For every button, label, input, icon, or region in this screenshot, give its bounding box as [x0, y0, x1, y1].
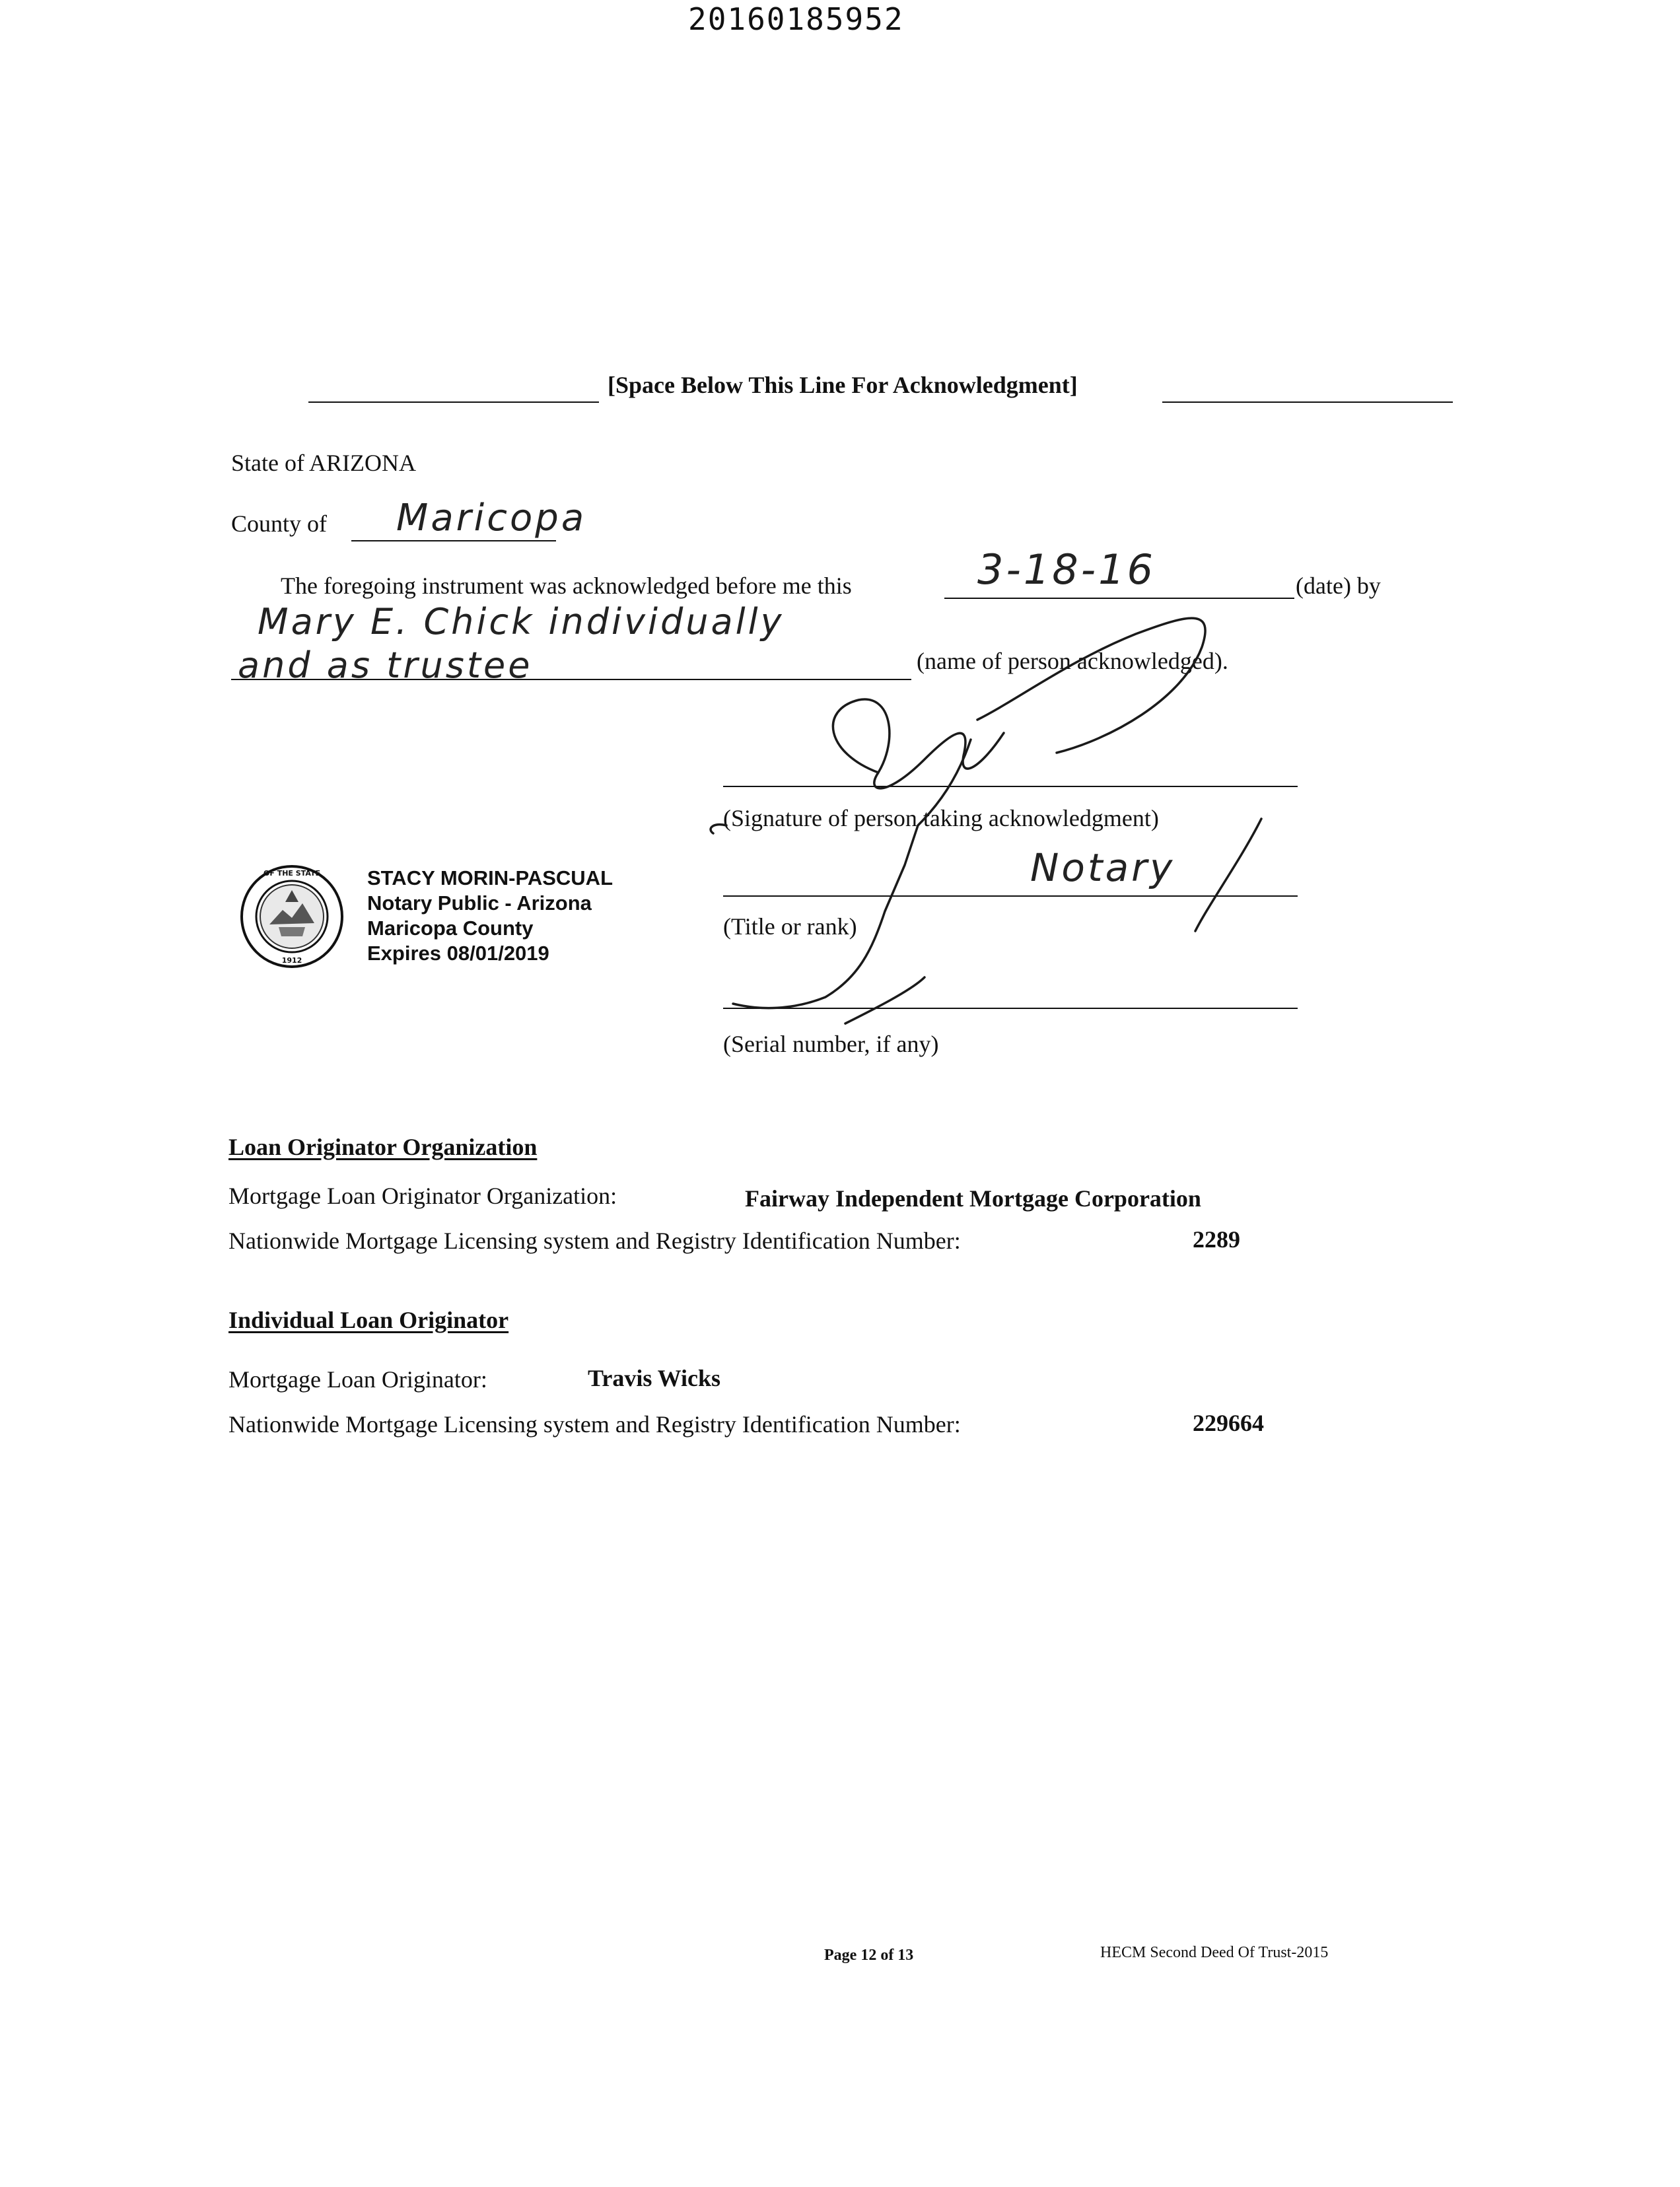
originator-nmls-label: Nationwide Mortgage Licensing system and Registry Identification Number:	[228, 1411, 961, 1438]
form-name: HECM Second Deed Of Trust-2015	[1100, 1944, 1329, 1961]
notary-expires: Expires 08/01/2019	[367, 942, 549, 965]
notary-name: STACY MORIN-PASCUAL	[367, 866, 613, 889]
foregoing-text: The foregoing instrument was acknowledged before me this	[281, 573, 852, 599]
state-line: State of ARIZONA	[231, 450, 416, 476]
svg-text:OF THE STATE: OF THE STATE	[263, 869, 320, 878]
date-handwritten: 3-18-16	[977, 545, 1156, 594]
state-seal-icon	[239, 864, 345, 969]
org-nmls-value: 2289	[1193, 1226, 1240, 1253]
title-label: (Title or rank)	[723, 913, 857, 940]
date-label: (date) by	[1296, 573, 1381, 599]
org-value: Fairway Independent Mortgage Corporation	[745, 1185, 1201, 1212]
page-label: Page 12 of 13	[824, 1947, 914, 1964]
county-label: County of	[231, 510, 328, 537]
originator-nmls-value: 229664	[1193, 1410, 1264, 1436]
document-number: 20160185952	[688, 1, 904, 37]
individual-originator-heading: Individual Loan Originator	[228, 1307, 509, 1333]
notary-county: Maricopa County	[367, 917, 534, 940]
acknowledgment-separator-heading: [Space Below This Line For Acknowledgment]	[608, 372, 1078, 398]
title-handwritten: Notary	[1030, 845, 1175, 890]
person-label: (name of person acknowledged).	[917, 648, 1228, 674]
org-label: Mortgage Loan Originator Organization:	[228, 1183, 617, 1209]
notary-title: Notary Public - Arizona	[367, 891, 592, 915]
person-handwritten-line1: Mary E. Chick individually	[258, 601, 785, 642]
originator-label: Mortgage Loan Originator:	[228, 1366, 487, 1393]
county-handwritten: Maricopa	[396, 497, 587, 539]
org-nmls-label: Nationwide Mortgage Licensing system and Registry Identification Number:	[228, 1228, 961, 1254]
serial-label: (Serial number, if any)	[723, 1031, 939, 1057]
person-handwritten-line2: and as trustee	[238, 644, 533, 686]
loan-originator-org-heading: Loan Originator Organization	[228, 1134, 538, 1160]
signature-label: (Signature of person taking acknowledgment)	[723, 805, 1159, 831]
originator-value: Travis Wicks	[588, 1365, 721, 1391]
svg-text:1912: 1912	[281, 956, 302, 965]
